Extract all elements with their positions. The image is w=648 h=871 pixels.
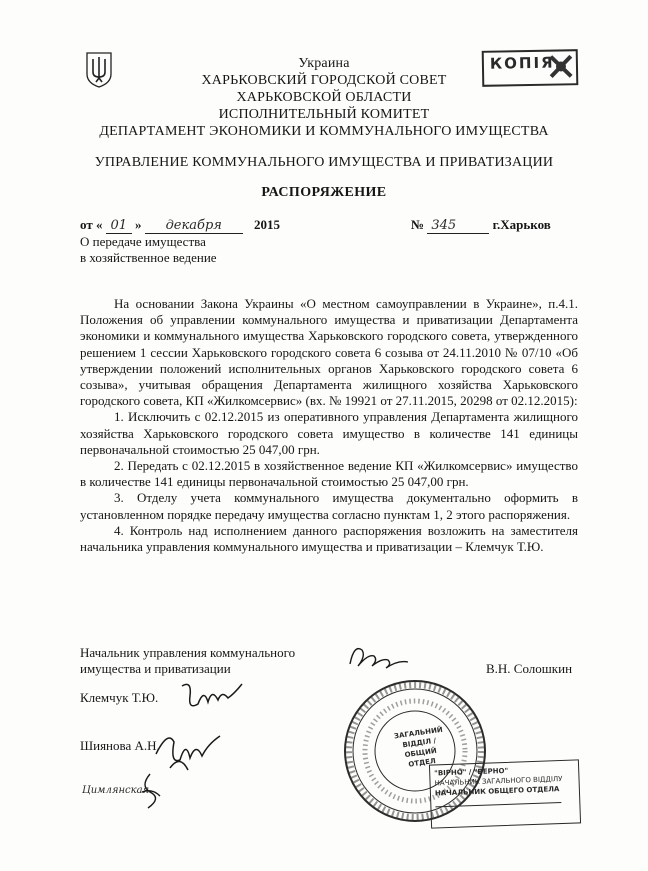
document-body: [80, 296, 578, 555]
approver-1-signature-icon: [178, 676, 248, 716]
city-name: г.Харьков: [492, 217, 551, 232]
stamp-emblem-icon: [548, 53, 574, 79]
approver-1-name: Клемчук Т.Ю.: [80, 690, 159, 705]
committee-name: ИСПОЛНИТЕЛЬНЫЙ КОМИТЕТ: [218, 107, 430, 122]
department-name: ДЕПАРТАМЕНТ ЭКОНОМИКИ И КОММУНАЛЬНОГО ИМУЩЕСТВА: [99, 124, 549, 139]
document-title: РАСПОРЯЖЕНИЕ: [261, 185, 387, 200]
subject-line-2: в хозяйственное ведение: [80, 250, 217, 265]
date-month: декабря: [145, 218, 243, 234]
copy-stamp: [482, 49, 579, 87]
office-name: УПРАВЛЕНИЕ КОММУНАЛЬНОГО ИМУЩЕСТВА И ПРИВАТИЗАЦИИ: [94, 155, 554, 170]
seal-text-3: ОБЩИЙ ОТДЕЛ: [404, 746, 438, 769]
date-prefix: от «: [80, 217, 103, 232]
certification-stamp-line-1: "ВІРНО" / "ВЕРНО": [434, 766, 509, 778]
head-name: В.Н. Солошкин: [486, 661, 573, 676]
item-1-paragraph: 1. Исключить с 02.12.2015 из оперативного управления Департамента жилищного хозяйства Харьковского городского совета имущество в количестве 141 единицы первоначальной стоимостью 25 047,00 грн.: [80, 409, 578, 457]
date-year: 2015: [253, 217, 280, 232]
seal-text-1: ЗАГАЛЬНИЙ: [393, 725, 444, 741]
seal-text-2: ВІДДІЛ /: [401, 736, 437, 750]
subject-block: [80, 234, 217, 266]
signatory-title-line-1: Начальник управления коммунального: [80, 645, 296, 660]
approver-3-signature-icon: [136, 770, 166, 814]
certification-stamp-rule: [435, 802, 561, 807]
council-name: ХАРЬКОВСКИЙ ГОРОДСКОЙ СОВЕТ: [201, 73, 447, 88]
signatory-title: [80, 645, 295, 677]
date-line: [80, 217, 280, 234]
certification-stamp: [429, 759, 581, 828]
number-prefix: №: [411, 217, 425, 232]
item-4-paragraph: 4. Контроль над исполнением данного распоряжения возложить на заместителя начальника управления коммунального имущества и приватизации – Клемчук Т.Ю.: [80, 522, 578, 555]
order-number: 345: [427, 218, 489, 234]
date-mid: »: [134, 217, 142, 232]
country-name: Украина: [298, 56, 350, 71]
item-3-paragraph: 3. Отделу учета коммунального имущества документально оформить в установленном порядке передачу имущества согласно пунктам 1, 2 этого распоряжения.: [80, 490, 578, 522]
certification-stamp-line-2: НАЧАЛЬНИК ЗАГАЛЬНОГО ВІДДІЛУ: [434, 774, 563, 788]
item-2-paragraph: 2. Передать с 02.12.2015 в хозяйственное ведение КП «Жилкомсервис» имущество в количестве 141 единицы первоначальной стоимостью 25 047,00 грн.: [80, 458, 578, 490]
approver-2-signature-icon: [150, 724, 225, 774]
number-line: [411, 217, 551, 234]
signatory-title-line-2: имущества и приватизации: [80, 661, 231, 676]
region-name: ХАРЬКОВСКОЙ ОБЛАСТИ: [236, 90, 412, 105]
approver-2-name: Шиянова А.Н.: [80, 738, 160, 753]
head-signature-icon: [344, 640, 414, 676]
preamble-paragraph: На основании Закона Украины «О местном самоуправлении в Украине», п.4.1. Положения об управлении коммунального имущества и приватизации Департамента экономики и коммунального имущества Харьковского городского совета, утвержденного решением 1 сессии Харьковского городского совета 6 созыва от 24.11.2010 № 07/10 «Об утверждении положений исполнительных органов Харьковского городского совета 6 созыва», учитывая обращения Департамента жилищного хозяйства Харьковского городского совета, КП «Жилкомсервис» (вх. № 19921 от 27.11.2015, 20298 от 02.12.2015):: [80, 296, 578, 409]
approver-3-name: Цимлянская: [82, 785, 150, 796]
subject-line-1: О передаче имущества: [80, 234, 206, 249]
certification-stamp-line-3: НАЧАЛЬНИК ОБЩЕГО ОТДЕЛА: [434, 785, 560, 798]
date-day: 01: [106, 218, 132, 234]
copy-stamp-label: КОПІЯ: [489, 53, 555, 73]
